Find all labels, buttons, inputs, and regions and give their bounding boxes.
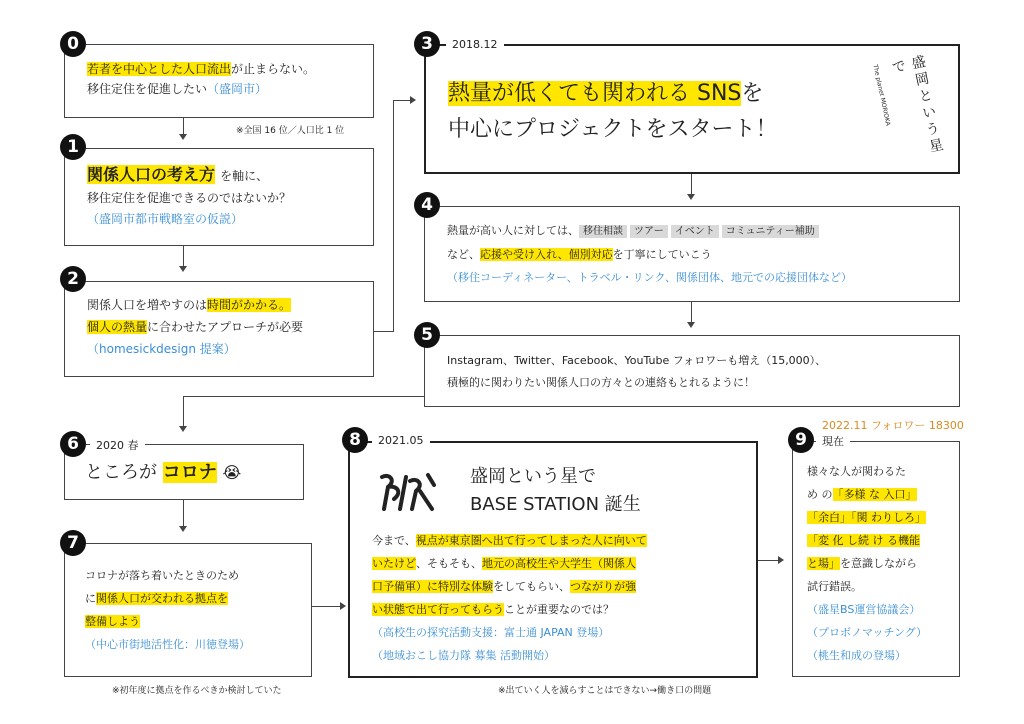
step-7-highlight-2: 整備しよう [85, 615, 140, 628]
step-4-line2: など、 [447, 248, 480, 261]
tag-event: イベント [671, 225, 719, 238]
arrow-8-9 [778, 556, 784, 564]
step-8-box [348, 441, 758, 678]
step-2-box [64, 281, 374, 377]
step-3-box [424, 44, 960, 174]
step-4-box [424, 206, 960, 302]
step-9-line6: 試行錯誤。 [807, 580, 862, 593]
step-2-source: （homesickdesign 提案） [87, 342, 236, 356]
crying-emoji-icon: 😭 [222, 463, 242, 482]
step-1-source: （盛岡市都市戦略室の仮説） [87, 212, 244, 226]
step-8-hl-5: つながりが強 [570, 580, 636, 593]
step-8-title-1: 盛岡という星で [470, 466, 596, 487]
step-7-highlight-1: 関係人口が交われる拠点を [96, 592, 228, 605]
step-8-source-2: （地域おこし協力隊 募集 活動開始） [372, 649, 555, 662]
step-1-number: 1 [60, 134, 86, 160]
step-8-hl-6: い状態で出て行ってもらう [372, 603, 504, 616]
connector-3-4 [691, 174, 692, 196]
step-3-date: 2018.12 [446, 38, 504, 51]
connector-6-7 [183, 500, 184, 528]
step-2-number: 2 [60, 266, 86, 292]
arrow-2-3 [410, 96, 416, 104]
step-9-number: 9 [788, 427, 814, 453]
step-8-number: 8 [342, 427, 368, 453]
connector-5-6-v [183, 396, 184, 428]
step-8-hl-2: いたけど [372, 557, 416, 570]
step-7-line2: に [85, 592, 96, 605]
step-4-line2b: を丁寧にしていこう [612, 248, 712, 261]
arrow-7-8 [340, 602, 346, 610]
arrow-1-2 [179, 266, 187, 272]
tag-community: コミュニティー補助 [722, 225, 819, 238]
step-4-number: 4 [414, 192, 440, 218]
step-0-highlight: 若者を中心とした人口流出 [87, 62, 232, 76]
step-9-box [792, 441, 960, 677]
step-2-highlight-2: 個人の熱量 [87, 320, 148, 334]
step-3-text: を [741, 81, 764, 106]
step-2-line2: に合わせたアプローチが必要 [147, 320, 304, 334]
step-9-hl-2: 「余白」「関 わりしろ」 [807, 511, 926, 524]
step-1-highlight: 関係人口の考え方 [87, 165, 216, 184]
step-0-box [64, 44, 374, 118]
step-8-source-1: （高校生の探究活動支援：富士通 JAPAN 登場） [372, 626, 610, 639]
step-0-source: （盛岡市） [207, 82, 268, 96]
step-7-note: ※初年度に拠点を作るべきか検討していた [112, 686, 282, 696]
connector-4-5 [691, 302, 692, 324]
step-5-box [424, 335, 960, 407]
step-9-line2: め の [807, 488, 833, 501]
base-station-logo [376, 471, 440, 513]
step-8-title-2: BASE STATION 誕生 [470, 494, 641, 515]
step-7-number: 7 [60, 530, 86, 556]
step-8-p1: 今まで、 [372, 534, 416, 547]
arrow-6-7 [179, 526, 187, 532]
step-6-highlight: コロナ [162, 462, 217, 483]
step-9-hl-4: と場」 [807, 557, 840, 570]
step-4-source: （移住コーディネーター、トラベル・リンク、関係団体、地元での応援団体など） [447, 271, 853, 284]
step-2-highlight-1: 時間がかかる。 [207, 298, 292, 312]
step-4-text: 熱量が高い人に対しては、 [447, 224, 579, 237]
step-7-source: （中心市街地活性化：川徳登場） [85, 638, 250, 651]
step-3-number: 3 [414, 31, 440, 57]
arrow-5-6 [179, 426, 187, 432]
step-9-source-2: （プロボノマッチング） [807, 626, 928, 639]
step-8-hl-4: 口予備軍）に特別な体験 [372, 580, 493, 593]
connector-7-8 [312, 606, 342, 607]
logo-subtitle: The planet MORIOKA [871, 63, 892, 127]
connector-8-9 [758, 560, 780, 561]
step-5-line1: Instagram、Twitter、Facebook、YouTube フォロワーも増え（15,000）、 [447, 354, 827, 367]
step-9-date: 現在 [816, 433, 850, 449]
connector-2-3-v [393, 100, 394, 332]
step-8-p4: ことが重要なのでは？ [504, 603, 614, 616]
connector-2-3-h2 [393, 100, 411, 101]
step-1-line2: 移住定住を促進できるのではないか？ [87, 191, 292, 205]
arrow-4-5 [687, 322, 695, 328]
arrow-3-4 [687, 194, 695, 200]
step-0-line2: 移住定住を促進したい [87, 82, 208, 96]
step-8-note: ※出ていく人を減らすことはできない→働き口の問題 [498, 686, 712, 696]
step-9-source-1: （盛星BS運営協議会） [807, 603, 921, 616]
step-5-number: 5 [414, 322, 440, 348]
connector-1-2 [183, 246, 184, 268]
step-7-box [64, 543, 312, 677]
step-8-hl-3: 地元の高校生や大学生（関係人 [482, 557, 636, 570]
tag-consultation: 移住相談 [579, 225, 627, 238]
step-9-source-3: （桃生和成の登場） [807, 649, 906, 662]
connector-2-3-h1 [374, 331, 393, 332]
step-9-hl-1: 「多様 な 入口」 [832, 488, 917, 501]
logo-title: 盛岡という星で [888, 53, 946, 157]
step-8-p3: をしてもらい、 [493, 580, 570, 593]
arrow-0-1 [179, 134, 187, 140]
step-6-date: 2020 春 [90, 437, 145, 453]
connector-5-6-h [183, 396, 424, 397]
step-6-text: ところが [85, 462, 157, 483]
step-2-text: 関係人口を増やすのは [87, 298, 208, 312]
step-0-text: が止まらない。 [231, 62, 316, 76]
step-9-follower-count: 2022.11 フォロワー 18300 [822, 419, 964, 432]
step-3-highlight: 熱量が低くても関われる SNS [448, 81, 742, 106]
step-0-note: ※全国 16 位／人口比 1 位 [236, 126, 345, 136]
step-4-highlight: 応援や受け入れ、個別対応 [480, 248, 613, 261]
step-1-box [64, 148, 374, 246]
step-1-text: を軸に、 [220, 169, 269, 183]
step-9-line1: 様々な人が関わるた [807, 465, 906, 478]
step-5-line2: 積極的に関わりたい関係人口の方々との連絡もとれるように！ [447, 376, 755, 389]
step-3-line2: 中心にプロジェクトをスタート！ [448, 117, 778, 142]
step-9-hl-3: 「変 化 し続 け る機能 [807, 534, 920, 547]
morioka-logo [866, 53, 946, 169]
step-0-number: 0 [60, 31, 86, 57]
step-8-date: 2021.05 [372, 434, 430, 447]
tag-tour: ツアー [630, 225, 668, 238]
step-6-number: 6 [60, 431, 86, 457]
step-8-hl-1: 視点が東京圏へ出て行ってしまった人に向いて [415, 534, 647, 547]
step-8-p2: 、そもそも、 [416, 557, 482, 570]
step-9-line5: を意識しながら [840, 557, 917, 570]
step-7-line1: コロナが落ち着いたときのため [85, 569, 239, 582]
